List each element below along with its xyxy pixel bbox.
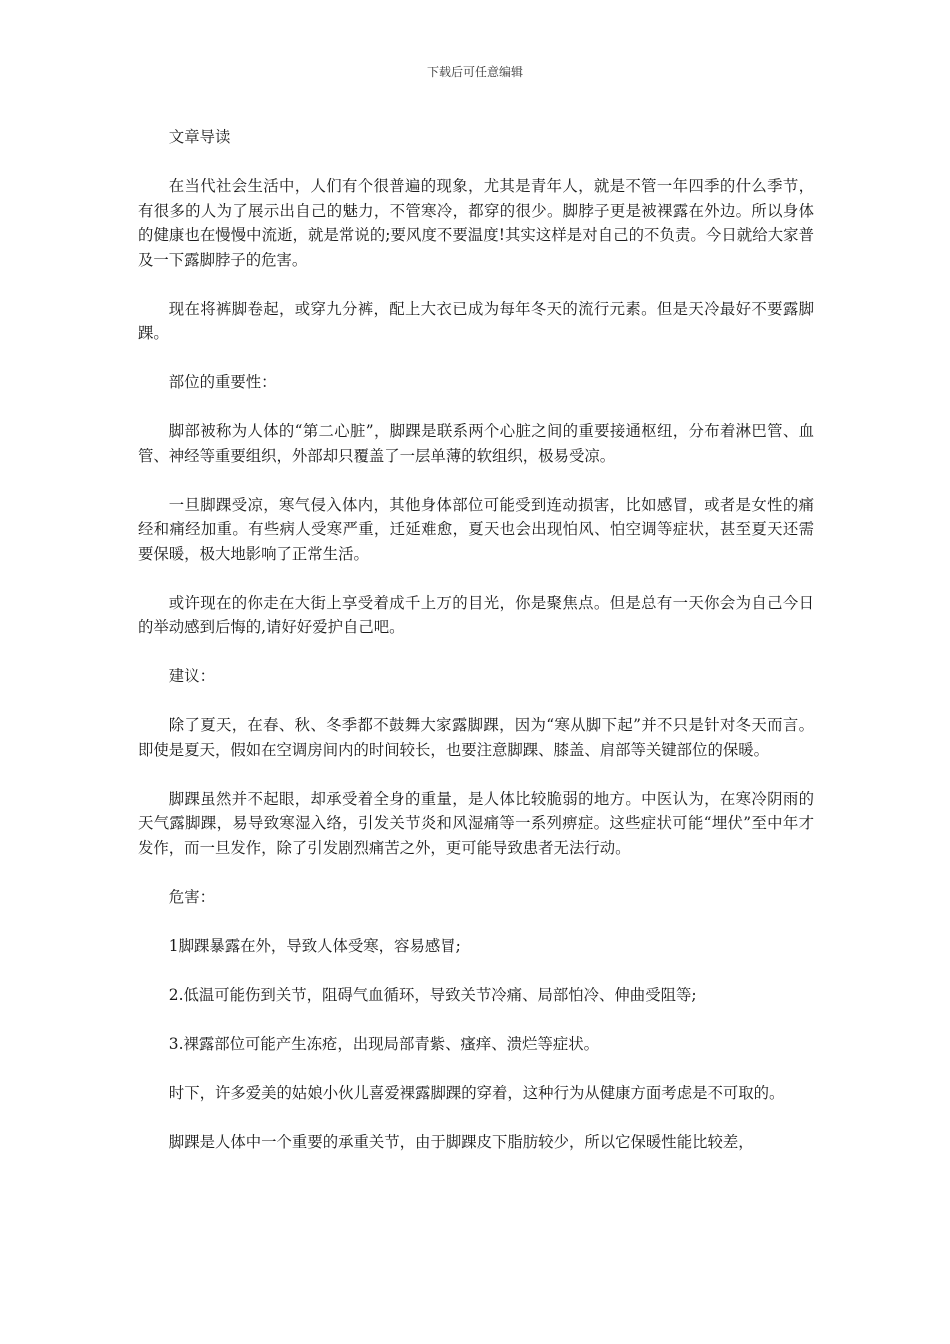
section-title-suggestions: 建议： bbox=[168, 667, 215, 685]
document-body bbox=[138, 125, 814, 1179]
paragraph: 一旦脚踝受凉，寒气侵入体内，其他身体部位可能受到连动损害，比如感冒，或者是女性的痛经和痛经加重。有些病人受寒严重，迁延难愈，夏天也会出现怕风、怕空调等症状，甚至夏天还需要保暖，极大地影响了正常生活。 bbox=[138, 495, 814, 563]
list-item: 2.低温可能伤到关节，阻碍气血循环，导致关节冷痛、局部怕冷、伸曲受阻等; bbox=[168, 985, 697, 1004]
section-title-harms: 危害： bbox=[168, 887, 215, 906]
section-title-importance: 部位的重要性： bbox=[168, 373, 277, 391]
list-item: 3.裸露部位可能产生冻疮，出现局部青紫、瘙痒、溃烂等症状。 bbox=[168, 1034, 600, 1053]
paragraph: 在当代社会生活中，人们有个很普遍的现象，尤其是青年人，就是不管一年四季的什么季节，有很多的人为了展示出自己的魅力，不管寒冷，都穿的很少。脚脖子更是被裸露在外边。所以身体的健康也在慢慢中流逝，就是常说的;要风度不要温度!其实这样是对自己的不负责。今日就给大家普及一下露脚脖子的危害。 bbox=[138, 177, 814, 269]
paragraph: 脚部被称为人体的“第二心脏”，脚踝是联系两个心脏之间的重要接通枢纽，分布着淋巴管、血管、神经等重要组织，外部却只覆盖了一层单薄的软组织，极易受凉。 bbox=[138, 422, 814, 465]
list-item: 1脚踝暴露在外，导致人体受寒，容易感冒; bbox=[168, 936, 461, 955]
paragraph: 脚踝是人体中一个重要的承重关节，由于脚踝皮下脂肪较少，所以它保暖性能比较差， bbox=[168, 1132, 754, 1151]
section-title-article-intro: 文章导读 bbox=[168, 128, 231, 146]
paragraph: 或许现在的你走在大街上享受着成千上万的目光，你是聚焦点。但是总有一天你会为自己今日的举动感到后悔的,请好好爱护自己吧。 bbox=[138, 593, 814, 636]
paragraph: 时下，许多爱美的姑娘小伙儿喜爱裸露脚踝的穿着，这种行为从健康方面考虑是不可取的。 bbox=[168, 1083, 785, 1102]
page-header: 下载后可任意编辑 bbox=[426, 65, 523, 79]
paragraph: 现在将裤脚卷起，或穿九分裤，配上大衣已成为每年冬天的流行元素。但是天冷最好不要露脚踝。 bbox=[138, 299, 814, 342]
paragraph: 除了夏天，在春、秋、冬季都不鼓舞大家露脚踝，因为“寒从脚下起”并不只是针对冬天而言。即使是夏天，假如在空调房间内的时间较长，也要注意脚踝、膝盖、肩部等关键部位的保暖。 bbox=[138, 716, 814, 759]
paragraph: 脚踝虽然并不起眼，却承受着全身的重量，是人体比较脆弱的地方。中医认为，在寒冷阴雨的天气露脚踝，易导致寒湿入络，引发关节炎和风湿痛等一系列痹症。这些症状可能“埋伏”至中年才发作，而一旦发作，除了引发剧烈痛苦之外，更可能导致患者无法行动。 bbox=[138, 789, 814, 857]
